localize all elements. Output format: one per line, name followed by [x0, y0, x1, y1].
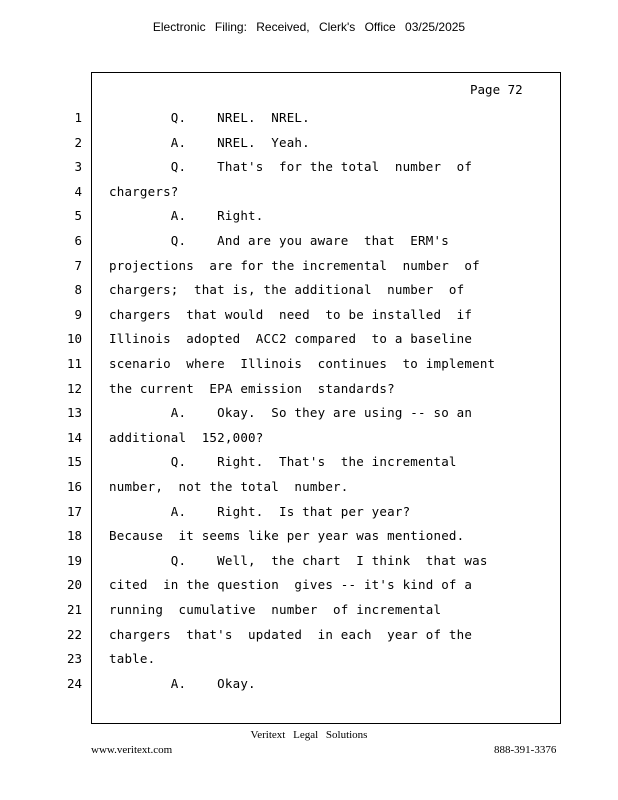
line-text: Q. Right. That's the incremental	[109, 454, 457, 470]
line-text: Q. That's for the total number of	[109, 159, 473, 175]
transcript-line	[0, 405, 618, 430]
line-text: A. NREL. Yeah.	[109, 134, 310, 150]
line-text: chargers that would need to be installed if	[109, 306, 473, 322]
line-number: 12	[66, 380, 82, 396]
line-text: Because it seems like per year was mentioned.	[109, 528, 465, 544]
line-text: A. Right.	[109, 208, 264, 224]
line-text: chargers?	[109, 183, 179, 199]
transcript-line	[0, 553, 618, 578]
line-number: 9	[74, 306, 82, 322]
footer-website: www.veritext.com	[91, 744, 173, 756]
line-text: A. Right. Is that per year?	[109, 503, 411, 519]
line-text: Q. NREL. NREL.	[109, 110, 310, 125]
line-text: chargers that's updated in each year of the	[109, 626, 473, 642]
transcript-line	[0, 282, 618, 307]
transcript-line	[0, 110, 618, 135]
line-number: 24	[66, 675, 82, 691]
line-text: projections are for the incremental number of	[109, 257, 480, 273]
line-number: 15	[66, 454, 82, 470]
line-number: 7	[74, 257, 82, 273]
line-text: scenario where Illinois continues to implement	[109, 356, 496, 371]
line-number: 2	[74, 134, 82, 150]
line-text: additional 152,000?	[109, 429, 264, 445]
line-text: Q. Well, the chart I think that was	[109, 552, 488, 568]
line-text: running cumulative number of incremental	[109, 602, 442, 617]
line-text: A. Okay.	[109, 675, 256, 691]
footer-company: Veritext Legal Solutions	[250, 729, 368, 741]
line-number: 19	[66, 552, 82, 568]
line-text: Illinois adopted ACC2 compared to a baseline	[109, 331, 473, 347]
line-number: 20	[66, 577, 82, 593]
transcript-line	[0, 479, 618, 504]
page-number: Page 72	[470, 82, 523, 97]
footer-phone: 888-391-3376	[494, 744, 557, 756]
line-number: 10	[66, 331, 82, 347]
transcript-line	[0, 135, 618, 160]
transcript-line	[0, 381, 618, 406]
line-number: 4	[74, 183, 82, 199]
line-text: table.	[109, 651, 156, 667]
transcript-line	[0, 258, 618, 283]
transcript-line	[0, 454, 618, 479]
line-number: 18	[66, 528, 82, 544]
line-number: 13	[66, 405, 82, 421]
transcript-line	[0, 651, 618, 676]
transcript-line	[0, 430, 618, 455]
transcript-line	[0, 577, 618, 602]
transcript-line	[0, 233, 618, 258]
filing-stamp: Electronic Filing: Received, Clerk's Office 03/25/2025	[152, 20, 466, 34]
line-number: 17	[66, 503, 82, 519]
transcript-line	[0, 208, 618, 233]
line-number: 22	[66, 626, 82, 642]
line-text: A. Okay. So they are using -- so an	[109, 405, 473, 421]
line-text: number, not the total number.	[109, 479, 349, 494]
transcript-line	[0, 331, 618, 356]
line-text: Q. And are you aware that ERM's	[109, 233, 449, 248]
transcript-line	[0, 627, 618, 652]
line-number: 21	[66, 602, 82, 617]
line-text: chargers; that is, the additional number of	[109, 282, 465, 298]
transcript-line	[0, 528, 618, 553]
line-number: 5	[74, 208, 82, 224]
transcript-line	[0, 159, 618, 184]
transcript-line	[0, 356, 618, 381]
transcript-line	[0, 504, 618, 529]
line-number: 23	[66, 651, 82, 667]
line-number: 11	[66, 356, 82, 371]
line-number: 16	[66, 479, 82, 494]
line-number: 3	[74, 159, 82, 175]
line-number: 8	[74, 282, 82, 298]
line-text: the current EPA emission standards?	[109, 380, 395, 396]
transcript-line	[0, 602, 618, 627]
line-number: 14	[66, 429, 82, 445]
line-number: 1	[74, 110, 82, 125]
transcript-line	[0, 307, 618, 332]
line-number: 6	[74, 233, 82, 248]
line-text: cited in the question gives -- it's kind of a	[109, 577, 473, 593]
transcript-line	[0, 184, 618, 209]
transcript-line	[0, 676, 618, 701]
